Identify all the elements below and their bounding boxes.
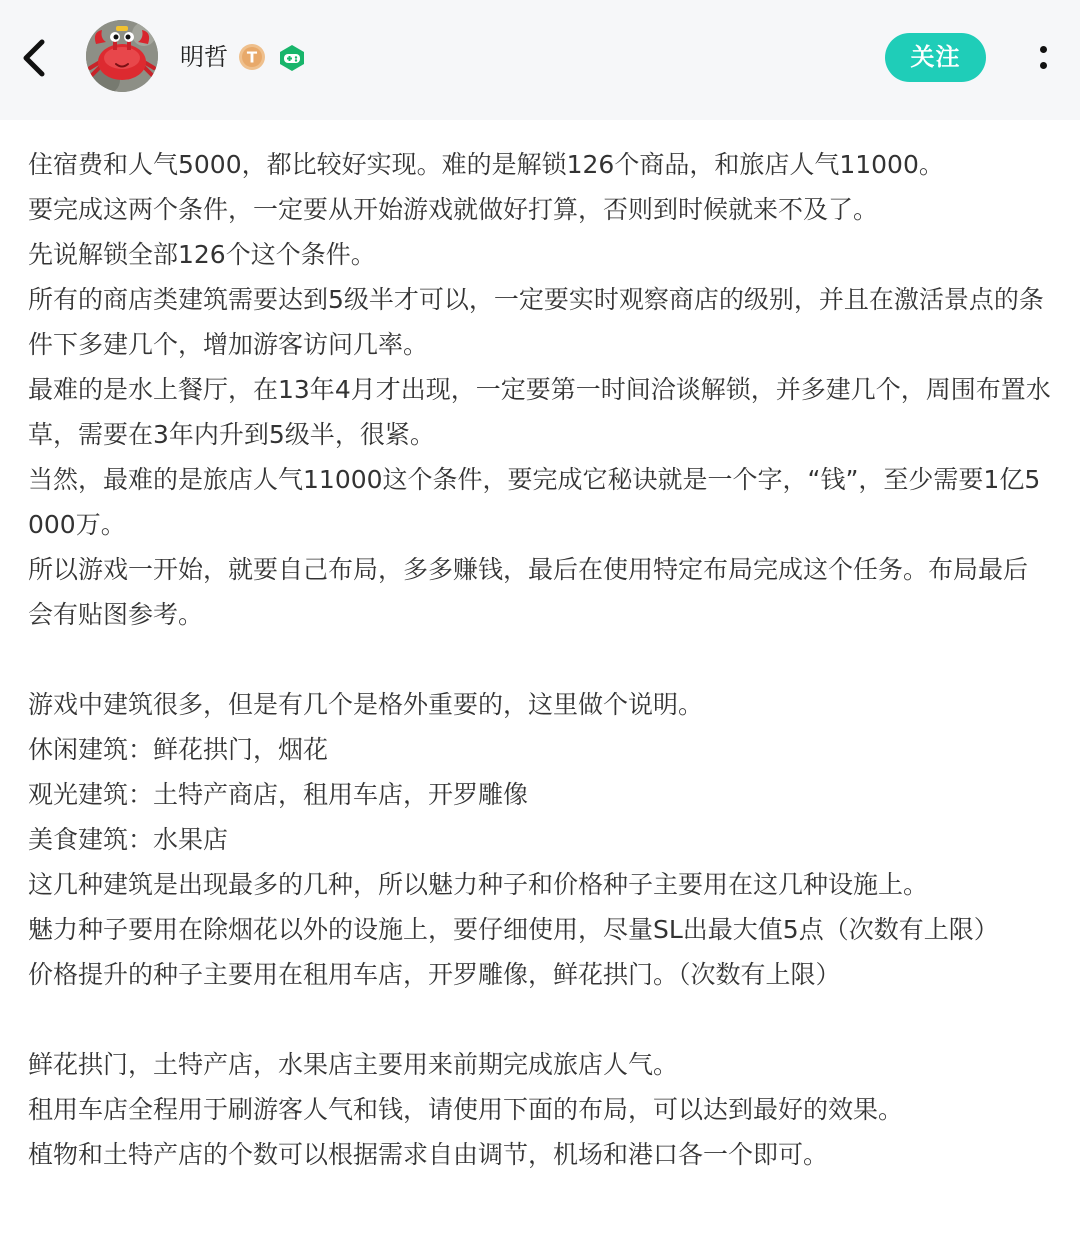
post-paragraph: 所以游戏一开始，就要自己布局，多多赚钱，最后在使用特定布局完成这个任务。布局最后会有贴图参考。 [28, 555, 1029, 629]
post-paragraph: 魅力种子要用在除烟花以外的设施上，要仔细使用，尽量SL出最大值5点（次数有上限） [28, 915, 999, 944]
more-options-button[interactable] [1030, 42, 1056, 74]
badge-t-text: T [246, 48, 258, 67]
post-paragraph: 租用车店全程用于刷游客人气和钱，请使用下面的布局，可以达到最好的效果。 [28, 1095, 904, 1124]
post-paragraph: 观光建筑：土特产商店，租用车店，开罗雕像 [28, 780, 529, 809]
game-controller-badge-icon [278, 44, 306, 72]
post-paragraph: 价格提升的种子主要用在租用车店，开罗雕像，鲜花拱门。（次数有上限） [28, 960, 841, 989]
back-button[interactable] [14, 34, 58, 82]
post-paragraph: 这几种建筑是出现最多的几种，所以魅力种子和价格种子主要用在这几种设施上。 [28, 870, 929, 899]
post-paragraph: 当然，最难的是旅店人气11000这个条件，要完成它秘诀就是一个字，“钱”，至少需要1亿5000万。 [28, 465, 1041, 539]
tap-level-badge-icon [238, 43, 266, 71]
post-paragraph: 美食建筑：水果店 [28, 825, 229, 854]
more-vertical-icon-dot-top [1040, 46, 1047, 53]
blank-line [28, 637, 1052, 682]
post-paragraph: 要完成这两个条件，一定要从开始游戏就做好打算，否则到时候就来不及了。 [28, 195, 879, 224]
username[interactable]: 明哲 [180, 43, 228, 71]
blank-line [28, 997, 1052, 1042]
post-paragraph: 住宿费和人气5000，都比较好实现。难的是解锁126个商品，和旅店人气11000。 [28, 150, 944, 179]
post-paragraph: 先说解锁全部126个这个条件。 [28, 240, 376, 269]
follow-button[interactable]: 关注 [885, 33, 986, 82]
post-paragraph: 鲜花拱门，土特产店，水果店主要用来前期完成旅店人气。 [28, 1050, 679, 1079]
more-vertical-icon-dot-bottom [1040, 62, 1047, 69]
post-paragraph: 植物和土特产店的个数可以根据需求自由调节，机场和港口各一个即可。 [28, 1140, 829, 1169]
post-paragraph: 所有的商店类建筑需要达到5级半才可以，一定要实时观察商店的级别，并且在激活景点的条件下多建几个，增加游客访问几率。 [28, 285, 1044, 359]
post-paragraph: 最难的是水上餐厅，在13年4月才出现，一定要第一时间洽谈解锁，并多建几个，周围布置水草，需要在3年内升到5级半，很紧。 [28, 375, 1051, 449]
post-paragraph: 休闲建筑：鲜花拱门，烟花 [28, 735, 329, 764]
avatar[interactable] [86, 20, 158, 92]
top-bar [0, 0, 1080, 120]
chevron-left-icon [14, 34, 58, 82]
post-body [28, 142, 1052, 1177]
post-paragraph: 游戏中建筑很多，但是有几个是格外重要的，这里做个说明。 [28, 690, 704, 719]
crab-avatar-icon [86, 20, 158, 92]
